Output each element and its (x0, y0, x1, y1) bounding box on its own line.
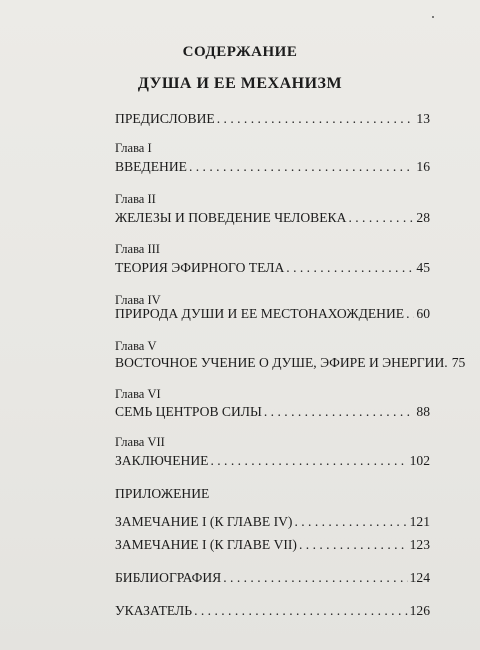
dot-leader (194, 603, 408, 619)
dot-leader (264, 404, 415, 420)
entry-title: ЖЕЛЕЗЫ И ПОВЕДЕНИЕ ЧЕЛОВЕКА (115, 210, 347, 225)
entry-page: 28 (416, 210, 430, 225)
entry-page: 102 (409, 453, 430, 468)
chapter-label: Глава II (115, 192, 156, 206)
entry-page: 121 (409, 514, 430, 529)
chapter-label: Глава IV (115, 293, 161, 307)
chapter-label: Глава V (115, 339, 157, 353)
book-title: ДУША И ЕЕ МЕХАНИЗМ (137, 75, 343, 92)
chapter-label: Глава III (115, 242, 160, 256)
toc-entry-appendix-note-1 (115, 514, 430, 530)
dot-leader (210, 453, 407, 469)
dot-leader (294, 514, 407, 530)
toc-entry-chapter-5 (115, 355, 466, 371)
dot-leader (348, 210, 414, 226)
entry-page: 88 (416, 404, 430, 419)
toc-entry-chapter-3 (115, 260, 430, 276)
entry-title: СЕМЬ ЦЕНТРОВ СИЛЫ (115, 404, 262, 419)
entry-page: 123 (409, 537, 430, 552)
entry-title: ВОСТОЧНОЕ УЧЕНИЕ О ДУШЕ, ЭФИРЕ И ЭНЕРГИИ. (115, 355, 448, 370)
entry-page: 45 (416, 260, 430, 275)
entry-title: ЗАМЕЧАНИЕ I (К ГЛАВЕ IV) (115, 514, 293, 529)
toc-entry-chapter-1 (115, 159, 430, 175)
entry-page: 13 (416, 111, 430, 126)
toc-entry-chapter-6 (115, 404, 430, 420)
dot-leader (217, 111, 415, 127)
entry-title: ЗАКЛЮЧЕНИЕ (115, 453, 209, 468)
entry-title: БИБЛИОГРАФИЯ (115, 570, 222, 585)
toc-entry-preface (115, 111, 430, 127)
dot-leader (223, 570, 407, 586)
toc-entry-appendix-note-2 (115, 537, 430, 553)
entry-page: 124 (409, 570, 430, 585)
entry-title: УКАЗАТЕЛЬ (115, 603, 193, 618)
entry-title: ЗАМЕЧАНИЕ I (К ГЛАВЕ VII) (115, 537, 297, 552)
entry-title: ВВЕДЕНИЕ (115, 159, 187, 174)
appendix-label: ПРИЛОЖЕНИЕ (115, 486, 210, 501)
chapter-label: Глава VI (115, 387, 161, 401)
dot-leader (189, 159, 414, 175)
entry-title: ПРИРОДА ДУШИ И ЕЕ МЕСТОНАХОЖДЕНИЕ (115, 306, 405, 321)
chapter-label: Глава I (115, 141, 152, 155)
toc-heading: СОДЕРЖАНИЕ (182, 44, 298, 60)
entry-page: 126 (409, 603, 430, 618)
print-speck (432, 16, 434, 18)
entry-page: 75 (451, 355, 466, 370)
toc-entry-chapter-4 (115, 306, 430, 322)
toc-entry-bibliography (115, 570, 430, 586)
dot-leader (286, 260, 414, 276)
dot-leader (406, 306, 414, 322)
toc-entry-chapter-7 (115, 453, 430, 469)
entry-page: 16 (416, 159, 430, 174)
entry-title: ПРЕДИСЛОВИЕ (115, 111, 215, 126)
dot-leader (299, 537, 408, 553)
entry-page: 60 (416, 306, 430, 321)
toc-entry-index (115, 603, 430, 619)
toc-entry-chapter-2 (115, 210, 430, 226)
chapter-label: Глава VII (115, 435, 165, 449)
entry-title: ТЕОРИЯ ЭФИРНОГО ТЕЛА (115, 260, 285, 275)
